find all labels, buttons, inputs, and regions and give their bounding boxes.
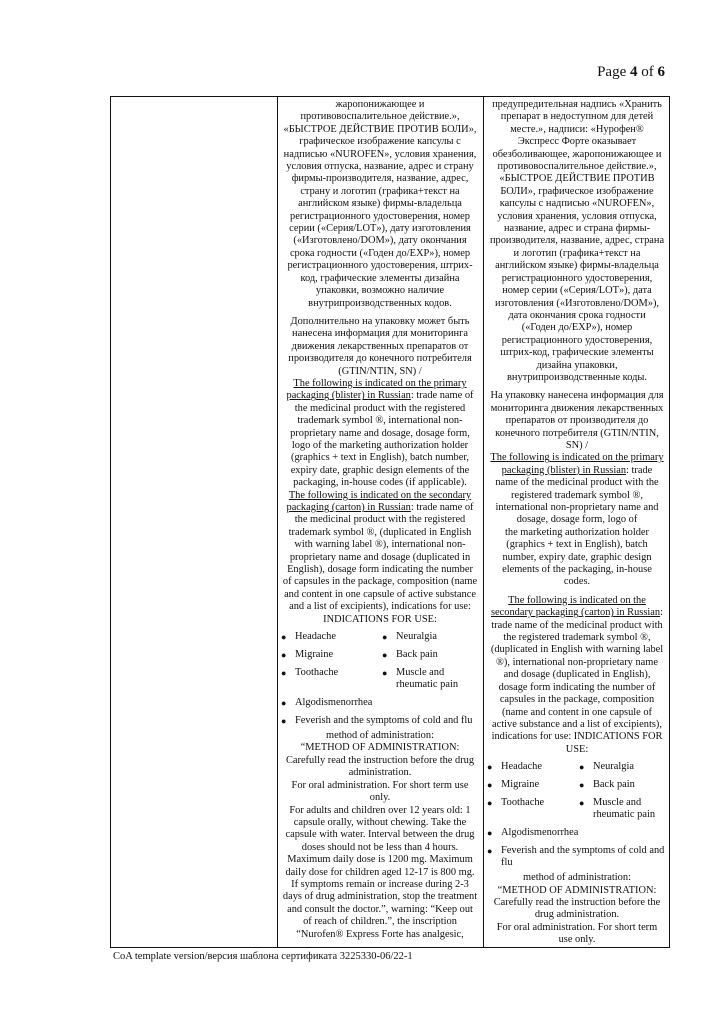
text-line: registered trademark symbol ®, bbox=[511, 489, 643, 501]
text-line: серии («Серия/LOT»), дату изготовления bbox=[289, 223, 471, 235]
text-line: doses should not be less than 4 hours. bbox=[301, 841, 459, 853]
text-line: only. bbox=[369, 792, 391, 804]
bullet-icon: ● bbox=[487, 762, 493, 773]
text-line: название, адрес и страна фирмы- bbox=[503, 223, 651, 235]
text-line: дизайна упаковки, bbox=[536, 359, 618, 371]
text-line: английском языке) фирмы-владельца bbox=[298, 198, 462, 210]
text-line: («Изготовлено/DOM»), дату окончания bbox=[293, 235, 467, 247]
text-line: и логотип (графика+текст на bbox=[513, 247, 641, 259]
text-line: of reach of children.”, the inscription bbox=[303, 916, 457, 928]
column-divider-2 bbox=[483, 97, 484, 947]
text-line: внутрипроизводственных кодов. bbox=[308, 297, 452, 309]
text-line: графическое изображение капсулы с bbox=[299, 136, 461, 148]
text-line: and content in one capsule of active substance bbox=[284, 588, 476, 600]
text-line: expiry date, graphic design elements of the bbox=[290, 464, 470, 476]
primary-heading-line-2: packaging (blister) in Russian bbox=[501, 464, 627, 476]
text-line: внутрипроизводственные коды. bbox=[507, 371, 647, 383]
text-line: codes. bbox=[563, 576, 591, 588]
text-line: противовоспалительное действие.», bbox=[497, 161, 657, 173]
page-total: 6 bbox=[657, 64, 665, 80]
text-line: trademark symbol ®, international non- bbox=[297, 415, 463, 427]
text-line: and consult the doctor.”, warning: “Keep out bbox=[287, 903, 473, 915]
text-line: жаропонижающее и bbox=[335, 99, 425, 110]
text-line: indications for use: INDICATIONS FOR bbox=[491, 731, 663, 743]
bullet-icon: ● bbox=[281, 650, 287, 661]
text-line: На упаковку нанесена информация для bbox=[490, 390, 664, 402]
indication-item bbox=[279, 649, 380, 661]
indication-label: Back pain bbox=[396, 649, 438, 661]
text-line: and a list of excipients), indications for use: bbox=[289, 601, 471, 613]
text-line: штрих-код, графические элементы bbox=[500, 347, 654, 359]
bullet-icon: ● bbox=[281, 632, 287, 643]
page-number: Page 4 of 6 bbox=[597, 64, 665, 80]
text-line: capsule orally, without chewing. Take the bbox=[293, 816, 467, 828]
text-line: method of administration: bbox=[326, 730, 434, 742]
indications-list bbox=[279, 628, 481, 730]
text-line: противовоспалительное действие.», bbox=[300, 111, 460, 123]
indication-label: Migraine bbox=[295, 649, 334, 661]
indication-label: Feverish and the symptoms of cold and flu bbox=[295, 715, 473, 727]
indication-label: Migraine bbox=[501, 779, 540, 791]
left-text-column: жаропонижающее и противовоспалительное действие.», «БЫСТРОЕ ДЕЙСТВИЕ ПРОТИВ БОЛИ», графическое изображение капсулы с надписью «NUROFEN», условия хранения, условия отпуска, название, адрес и страну фирмы-производителя, название, адрес, страну и логотип (графика+текст на английском языке) фирмы-владельца регистрационного удостоверения, номер серии («Серия/LOT»), дату изготовления («Изготовлено/DOM»), дату окончания срока годности («Годен до/EXP»), номер регистрационного удостоверения, штрих- код, графические элементы дизайна упаковки, возможно наличие внутрипроизводственных кодов. Дополнительно на упаковку может быть нанесена информация для мониторинга движения лекарственных препаратов от производителя до конечного потребителя (GTIN/NTIN, SN) / The following is indicated on the primary packaging (blister) in Russian: trade name of the medicinal product with the registered trademark symbol ®, international non- proprietary name and dosage, dosage form, logo of the marketing authorization holder (graphics + text in English), batch number, expiry date, graphic design elements of the packaging, in-house codes (if applicable). The following is indicated on the secondary packaging (carton) in Russian: trade name of the medicinal product with the registered trademark symbol ®, (duplicated in English with warning label ®), international non- proprietary name and dosage (duplicated in English), dosage form indicating the number of capsules in the package, composition (name and content in one capsule of active substance and a list of excipients), indications for use: INDICATIONS FOR USE: ● Headache ● Neuralgia ● Migraine ● Back pain ● Toothache ● Muscle and rheumatic pain ● Algodismenorrhea ● Feverish and the symptoms of cold and flu method of administration: “METHOD OF ADMINISTRATION: Carefully read the instruction before the drug administration. For oral administration. For short term use only. For adults and children over 12 years old: 1 capsule orally, without chewing. Take the capsule with water. Interval between the drug doses should not be less than 4 hours. Maximum daily dose is 1200 mg. Maximum daily dose for children aged 12-17 is 800 mg. If symptoms remain or increase during 2-3 days of drug administration, stop the treatment and consult the doctor.”, warning: “Keep out of reach of children.”, the inscription “Nurofen® Express Forte has analgesic, bbox=[279, 99, 481, 947]
text-line: срока годности («Годен до/EXP»), номер bbox=[289, 247, 471, 259]
text-line: Экспресс Форте оказывает bbox=[517, 136, 637, 148]
indication-label: Toothache bbox=[295, 667, 339, 679]
indication-item bbox=[577, 797, 669, 821]
indication-item bbox=[485, 827, 669, 839]
text-line: “Nurofen® Express Forte has analgesic, bbox=[296, 928, 464, 940]
primary-heading-line-2: packaging (blister) in Russian bbox=[286, 390, 411, 402]
text-line: “METHOD OF ADMINISTRATION: bbox=[300, 742, 460, 754]
bullet-icon: ● bbox=[487, 846, 493, 857]
indication-label: Neuralgia bbox=[593, 761, 634, 773]
text-line: Carefully read the instruction before the drug bbox=[285, 754, 475, 766]
page-current: 4 bbox=[630, 64, 638, 80]
text-line: «БЫСТРОЕ ДЕЙСТВИЕ ПРОТИВ БОЛИ», bbox=[283, 123, 477, 135]
indication-item bbox=[577, 779, 669, 791]
text-line: capsule with water. Interval between the drug bbox=[285, 829, 475, 841]
text-line: dosage form indicating the number of bbox=[498, 681, 656, 693]
text-line: elements of the packaging, in-house bbox=[502, 564, 652, 576]
text-line: условия отпуска, название, адрес и страну bbox=[286, 161, 474, 173]
indication-label: Algodismenorrhea bbox=[295, 697, 373, 709]
indication-item bbox=[279, 631, 380, 643]
text-line: For adults and children over 12 years old: 1 bbox=[289, 804, 471, 816]
text-line: daily dose for children aged 12-17 is 800 mg. bbox=[285, 866, 475, 878]
text-line: with warning label ®), international non- bbox=[294, 539, 466, 551]
text-line: (GTIN/NTIN, SN) / bbox=[338, 365, 422, 377]
text-line: days of drug administration, stop the treatment bbox=[282, 891, 478, 903]
text-line: packaging, in-house codes (if applicable). bbox=[293, 477, 467, 489]
indication-label: Feverish and the symptoms of cold and flu bbox=[501, 845, 665, 869]
indication-item bbox=[279, 697, 481, 709]
secondary-heading-line-2: secondary packaging (carton) in Russian bbox=[491, 607, 661, 619]
text-line: logo of the marketing authorization holder bbox=[291, 439, 469, 451]
indication-item bbox=[380, 649, 481, 661]
indications-list bbox=[485, 758, 669, 872]
text-line: of capsules in the package, composition (name bbox=[282, 576, 478, 588]
content-table bbox=[110, 96, 670, 948]
indication-label: Toothache bbox=[501, 797, 545, 809]
text-line: proprietary name and dosage (duplicated in bbox=[289, 551, 471, 563]
indication-item bbox=[485, 845, 669, 869]
secondary-heading-line-2: packaging (carton) in Russian bbox=[286, 502, 411, 513]
text-line: capsules in the package, composition bbox=[499, 694, 655, 706]
text-line: trademark symbol ®, (duplicated in English bbox=[288, 526, 472, 538]
indication-label: Headache bbox=[501, 761, 542, 773]
text-line: конечного потребителя (GTIN/NTIN, bbox=[495, 427, 659, 439]
text-line: “METHOD OF ADMINISTRATION: bbox=[497, 884, 657, 896]
indication-label: Neuralgia bbox=[396, 631, 437, 643]
indication-item bbox=[279, 715, 481, 727]
text-line: фирмы-производителя, название, адрес, bbox=[291, 173, 469, 185]
bullet-icon: ● bbox=[579, 780, 585, 791]
text-line: method of administration: bbox=[523, 872, 631, 884]
indication-label: Muscle and rheumatic pain bbox=[593, 797, 656, 821]
text-line: (graphics + text in English), batch bbox=[506, 539, 648, 551]
text-line: If symptoms remain or increase during 2-3 bbox=[291, 878, 469, 890]
text-line: английском языке) фирмы-владельца bbox=[495, 260, 659, 272]
indication-item bbox=[380, 667, 481, 691]
text-line: упаковки, возможно наличие bbox=[315, 285, 445, 297]
text-line: регистрационного удостоверения, штрих- bbox=[287, 260, 473, 272]
text-line: регистрационного удостоверения, bbox=[501, 272, 653, 284]
text-line: дата окончания срока годности bbox=[508, 309, 646, 321]
text-line: код, графические элементы дизайна bbox=[300, 272, 460, 284]
text-line: БОЛИ», графическое изображение bbox=[500, 185, 654, 197]
bullet-icon: ● bbox=[281, 668, 287, 679]
text-line: Maximum daily dose is 1200 mg. Maximum bbox=[287, 854, 473, 866]
text-line: the medicinal product with the registered bbox=[294, 402, 466, 414]
secondary-heading-line-1: The following is indicated on the bbox=[508, 594, 646, 606]
text-line: (duplicated in English with warning label bbox=[490, 644, 664, 656]
text-line: препарат в недоступном для детей bbox=[500, 111, 654, 123]
text-line: предупредительная надпись «Хранить bbox=[492, 99, 662, 110]
text-line: For oral administration. For short term bbox=[496, 921, 658, 933]
text-line: страну и логотип (графика+текст на bbox=[300, 185, 460, 197]
text-line: INDICATIONS FOR USE: bbox=[323, 613, 437, 625]
indication-label: Headache bbox=[295, 631, 336, 643]
text-line: препаратов от производителя до bbox=[505, 415, 649, 427]
text-line: use only. bbox=[558, 934, 596, 946]
text-line: drug administration. bbox=[534, 909, 620, 921]
text-line: For oral administration. For short term use bbox=[291, 779, 469, 791]
text-line: dosage, dosage form, logo of bbox=[516, 514, 638, 526]
text-line: условия хранения, условия отпуска, bbox=[497, 210, 657, 222]
text-line: надписью «NUROFEN», условия хранения, bbox=[283, 148, 477, 160]
indication-item bbox=[577, 761, 669, 773]
text-line: proprietary name and dosage, dosage form, bbox=[290, 427, 470, 439]
bullet-icon: ● bbox=[382, 650, 388, 661]
text-line: («Годен до/EXP»), номер bbox=[521, 322, 633, 334]
bullet-icon: ● bbox=[382, 668, 388, 679]
text-line: обезболивающее, жаропонижающее и bbox=[492, 148, 662, 160]
bullet-icon: ● bbox=[281, 716, 287, 727]
primary-heading-line-1: The following is indicated on the primary bbox=[293, 377, 467, 389]
text-line: the marketing authorization holder bbox=[505, 526, 649, 538]
bullet-icon: ● bbox=[579, 762, 585, 773]
indication-label: Muscle and rheumatic pain bbox=[396, 667, 459, 691]
text-line: ®), international non-proprietary name bbox=[496, 656, 658, 668]
bullet-icon: ● bbox=[579, 798, 585, 809]
text-line: регистрационного удостоверения, bbox=[501, 334, 653, 346]
indication-item bbox=[485, 779, 577, 791]
text-line: производителя, название, адрес, страна bbox=[489, 235, 665, 247]
text-line: «БЫСТРОЕ ДЕЙСТВИЕ ПРОТИВ bbox=[499, 173, 655, 185]
right-text-column: предупредительная надпись «Хранить препарат в недоступном для детей месте.», надписи: «Нурофен® Экспресс Форте оказывает обезболивающее, жаропонижающее и противовоспалительное действие.», «БЫСТРОЕ ДЕЙСТВИЕ ПРОТИВ БОЛИ», графическое изображение капсулы с надписью «NUROFEN», условия хранения, условия отпуска, название, адрес и страна фирмы- производителя, название, адрес, страна и логотип (графика+текст на английском языке) фирмы-владельца регистрационного удостоверения, номер серии («Серия/LOT»), дата изготовления («Изготовлено/DOM»), дата окончания срока годности («Годен до/EXP»), номер регистрационного удостоверения, штрих-код, графические элементы дизайна упаковки, внутрипроизводственные коды. На упаковку нанесена информация для мониторинга движения лекарственных препаратов от производителя до конечного потребителя (GTIN/NTIN, SN) / The following is indicated on the primary packaging (blister) in Russian: trade name of the medicinal product with the registered trademark symbol ®, international non-proprietary name and dosage, dosage form, logo of the marketing authorization holder (graphics + text in English), batch number, expiry date, graphic design elements of the packaging, in-house codes. The following is indicated on the secondary packaging (carton) in Russian: trade name of the medicinal product with the registered trademark symbol ®, (duplicated in English with warning label ®), international non-proprietary name and dosage (duplicated in English), dosage form indicating the number of capsules in the package, composition (name and content in one capsule of active substance and a list of excipients), indications for use: INDICATIONS FOR USE: ● Headache ● Neuralgia ● Migraine ● Back pain ● Toothache ● Muscle and rheumatic pain ● Algodismenorrhea ● Feverish and the symptoms of cold and flu method of administration: “METHOD OF ADMINISTRATION: Carefully read the instruction before the drug administration. For oral administration. For short term use only. bbox=[485, 99, 669, 947]
bullet-icon: ● bbox=[382, 632, 388, 643]
text-line: производителя до конечного потребителя bbox=[288, 353, 472, 365]
indication-item bbox=[279, 667, 380, 691]
indication-item bbox=[380, 631, 481, 643]
text-line: SN) / bbox=[565, 439, 589, 451]
text-line: number, expiry date, graphic design bbox=[502, 551, 652, 563]
column-divider-1 bbox=[277, 97, 278, 947]
text-line: active substance and a list of excipients), bbox=[492, 718, 662, 730]
bullet-icon: ● bbox=[487, 798, 493, 809]
text-line: движения лекарственных препаратов от bbox=[291, 340, 469, 352]
text-line: international non-proprietary name and bbox=[495, 502, 659, 513]
text-line: (name and content in one capsule of bbox=[501, 706, 653, 718]
bullet-icon: ● bbox=[487, 780, 493, 791]
text-line: trade name of the medicinal product with bbox=[491, 619, 663, 631]
text-line: месте.», надписи: «Нурофен® bbox=[510, 123, 644, 135]
text-line: the registered trademark symbol ®, bbox=[503, 632, 651, 644]
text-line: нанесена информация для мониторинга bbox=[292, 328, 468, 340]
text-line: мониторинга движения лекарственных bbox=[490, 402, 664, 414]
text-line: administration. bbox=[348, 767, 412, 779]
indication-label: Algodismenorrhea bbox=[501, 827, 579, 839]
bullet-icon: ● bbox=[281, 698, 287, 709]
text-line: регистрационного удостоверения, номер bbox=[290, 210, 470, 222]
primary-heading-line-1: The following is indicated on the primary bbox=[490, 452, 664, 464]
bullet-icon: ● bbox=[487, 828, 493, 839]
text-line: изготовления («Изготовлено/DOM»), bbox=[494, 297, 660, 309]
text-line: номер серии («Серия/LOT»), дата bbox=[502, 285, 652, 297]
text-line: the medicinal product with the registered bbox=[294, 514, 466, 526]
text-line: Дополнительно на упаковку может быть bbox=[290, 315, 470, 327]
indication-label: Back pain bbox=[593, 779, 635, 791]
text-line: Carefully read the instruction before the bbox=[493, 896, 661, 908]
text-line: (graphics + text in English), batch number, bbox=[290, 452, 469, 464]
indication-item bbox=[485, 797, 577, 821]
footer-template-version: CoA template version/версия шаблона сертификата 3225330-06/22-1 bbox=[113, 951, 413, 962]
secondary-heading-line-1: The following is indicated on the secondary bbox=[288, 489, 472, 501]
indication-item bbox=[485, 761, 577, 773]
text-line: USE: bbox=[565, 743, 589, 755]
text-line: and dosage (duplicated in English), bbox=[503, 669, 651, 681]
text-line: English), dosage form indicating the number bbox=[287, 564, 473, 576]
text-line: капсулы с надписью «NUROFEN», bbox=[499, 198, 655, 210]
text-line: name of the medicinal product with the bbox=[495, 477, 659, 489]
